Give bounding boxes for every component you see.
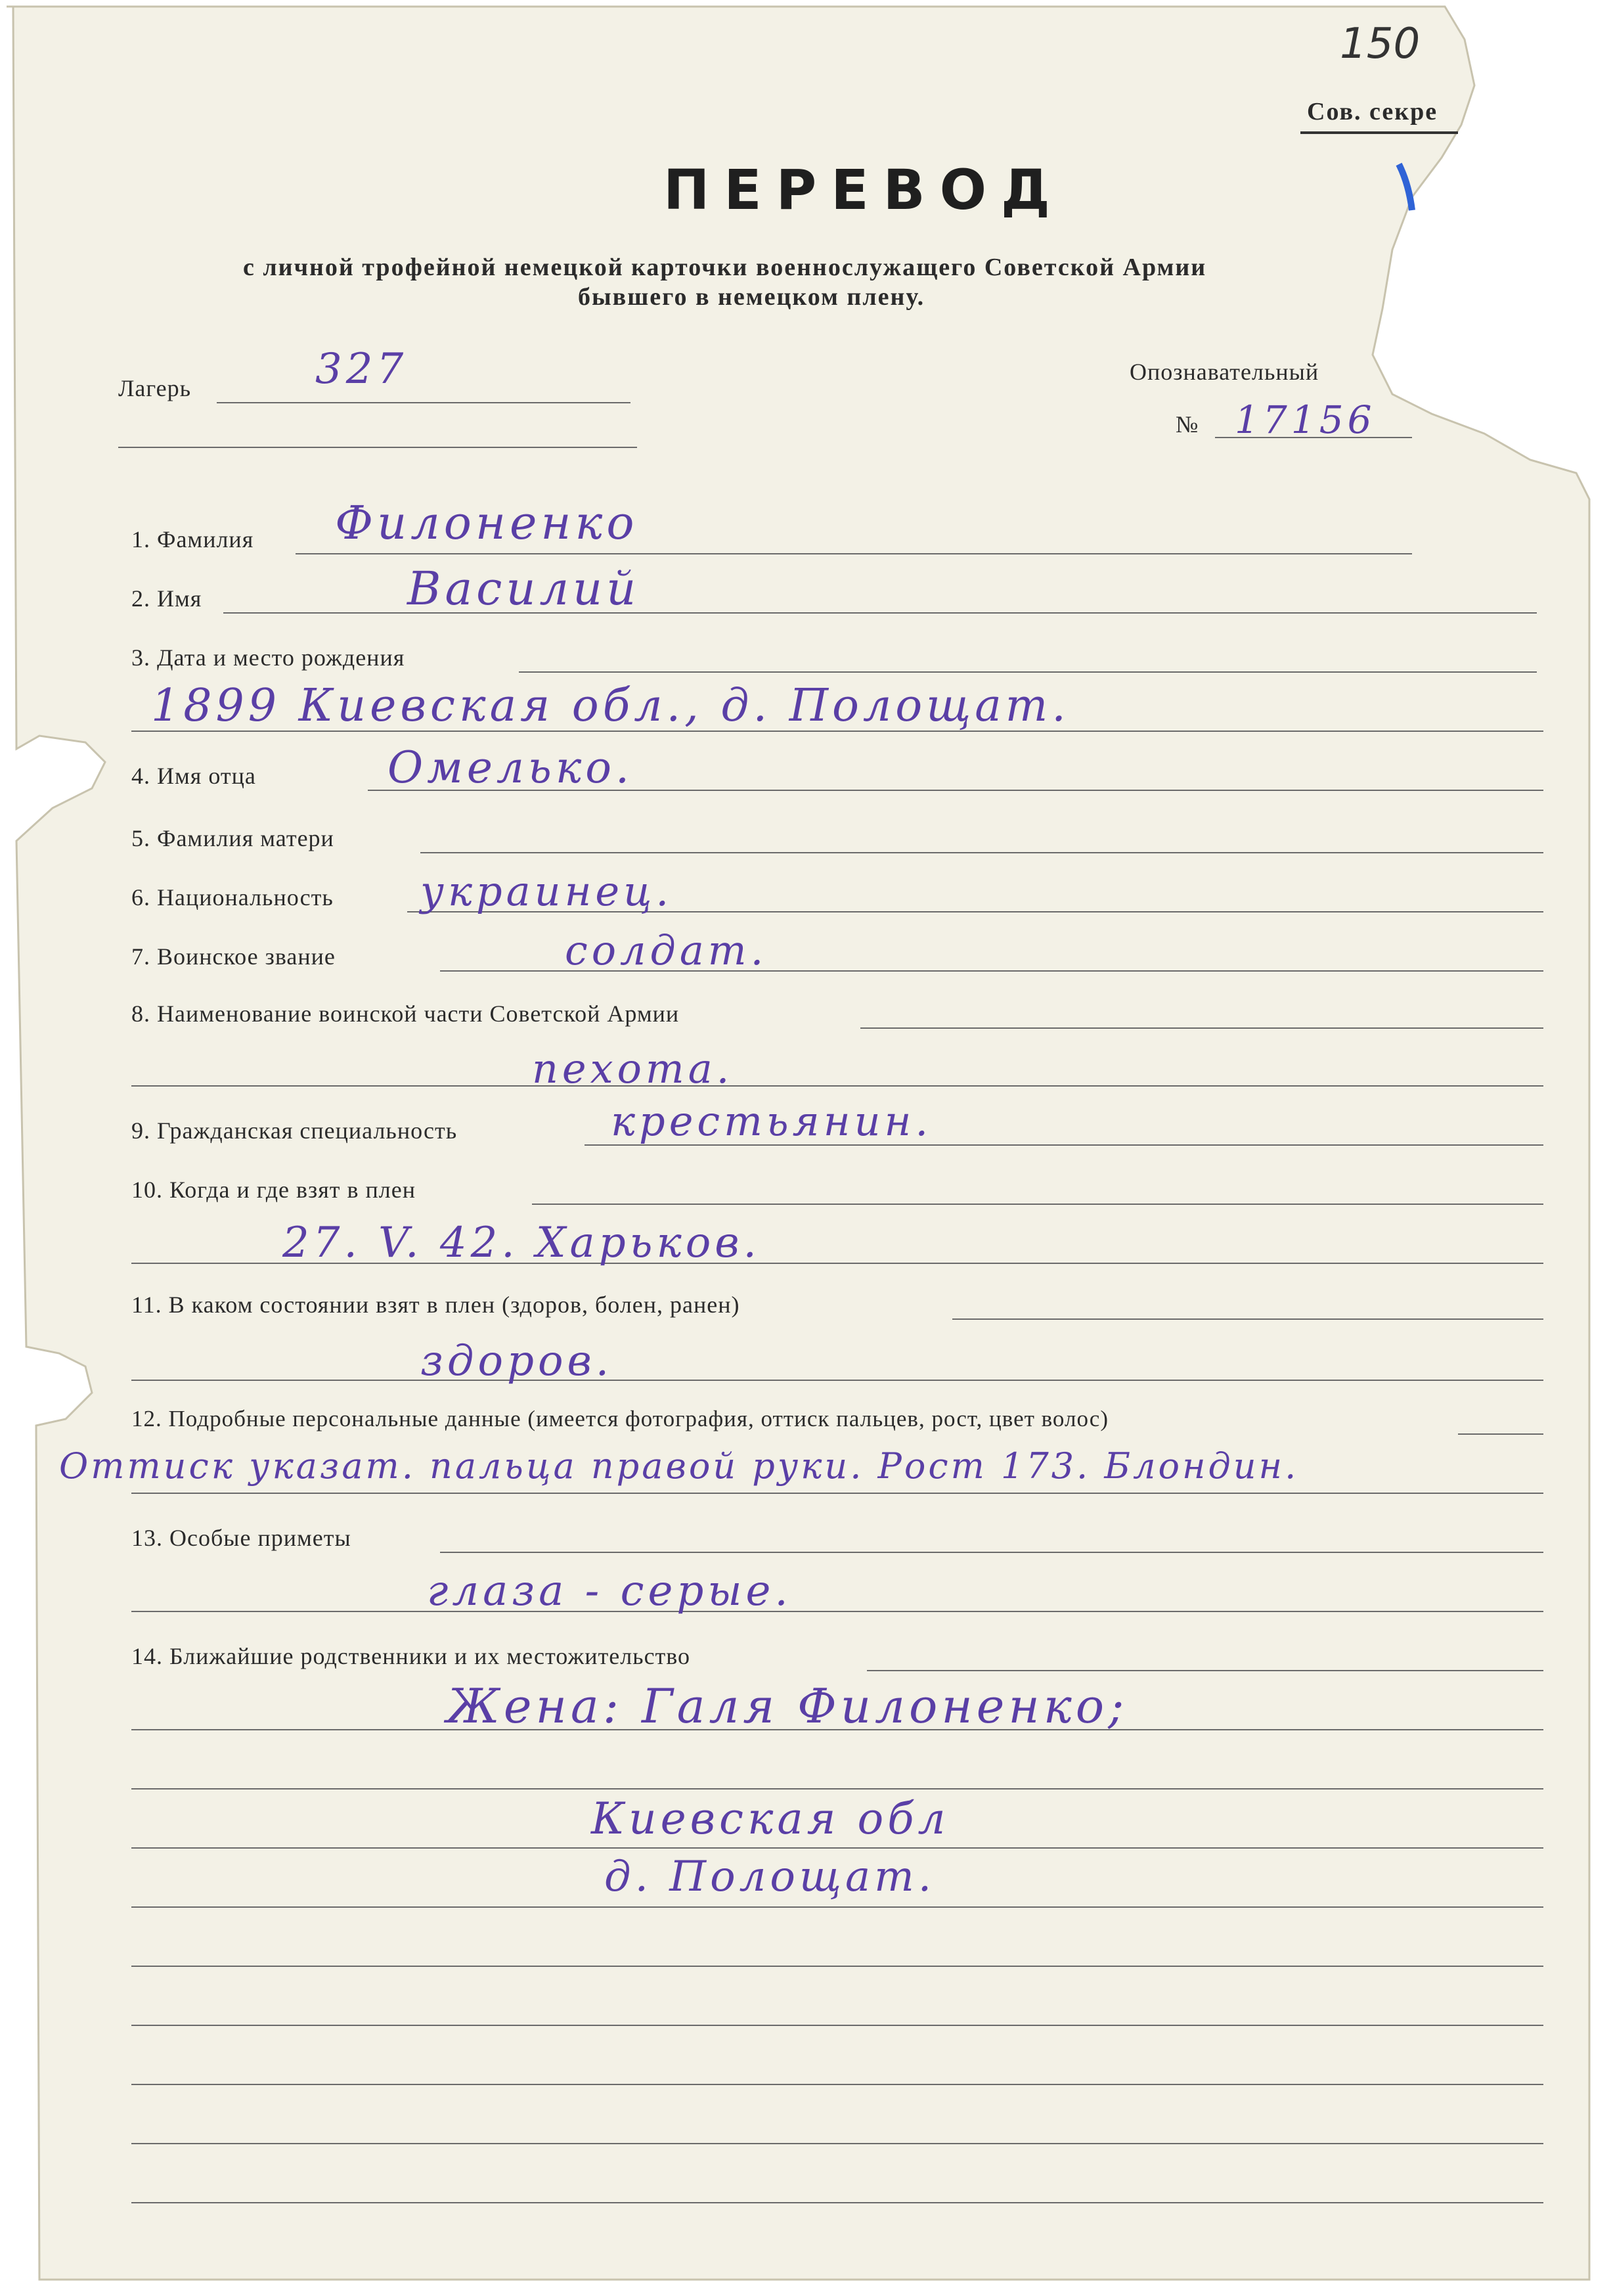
field-14-line-3: [131, 1788, 1543, 1790]
document-title: ПЕРЕВОД: [663, 158, 1065, 222]
field-12-line: [1458, 1433, 1543, 1435]
relatives-address-line-2: д. Полощат.: [604, 1853, 936, 1901]
field-12-line-2: [131, 1493, 1543, 1494]
field-13-label: 13. Особые приметы: [131, 1525, 351, 1551]
field-14-line-10: [131, 2202, 1543, 2203]
archive-number: 150: [1340, 20, 1421, 68]
field-1-value: Филоненко: [335, 496, 638, 550]
field-10-label: 10. Когда и где взят в плен: [131, 1177, 416, 1203]
field-14-line-4: [131, 1847, 1543, 1849]
field-14-line: [867, 1670, 1543, 1671]
field-5-line: [420, 852, 1543, 853]
subtitle-line-1: с личной трофейной немецкой карточки военнослужащего Советской Армии: [243, 254, 1207, 281]
secrecy-underline: [1300, 131, 1458, 134]
field-14-line-7: [131, 2025, 1543, 2026]
field-8-line-2: [131, 1085, 1543, 1087]
field-9-label: 9. Гражданская специальность: [131, 1117, 458, 1144]
field-14-line-6: [131, 1966, 1543, 1967]
field-14-line-8: [131, 2084, 1543, 2085]
field-11-label: 11. В каком состоянии взят в плен (здоров, болен, ранен): [131, 1292, 740, 1318]
field-14-line-9: [131, 2143, 1543, 2144]
field-2-label: 2. Имя: [131, 585, 202, 612]
field-1-label: 1. Фамилия: [131, 526, 254, 552]
camp-label: Лагерь: [118, 375, 192, 401]
field-11-line-2: [131, 1380, 1543, 1381]
field-5-label: 5. Фамилия матери: [131, 825, 334, 851]
camp-value: 327: [315, 345, 408, 394]
field-7-label: 7. Воинское звание: [131, 943, 336, 970]
field-13-line-2: [131, 1611, 1543, 1612]
field-11-value: здоров.: [420, 1337, 613, 1385]
field-11-line: [952, 1318, 1543, 1320]
field-14-line-2: [131, 1729, 1543, 1730]
field-9-value: крестьянин.: [611, 1097, 933, 1145]
id-label: Опознавательный: [1130, 359, 1319, 385]
field-3-line: [519, 671, 1537, 673]
field-8-line: [860, 1027, 1543, 1029]
relatives-address-line-1: Киевская обл: [591, 1793, 950, 1844]
id-prefix: №: [1176, 411, 1199, 438]
field-14-value: Жена: Галя Филоненко;: [447, 1678, 1128, 1734]
field-10-value: 27. V. 42. Харьков.: [282, 1219, 761, 1267]
field-14-label: 14. Ближайшие родственники и их местожительство: [131, 1643, 691, 1669]
field-7-value: солдат.: [565, 926, 768, 974]
field-1-line: [296, 553, 1412, 554]
field-12-label: 12. Подробные персональные данные (имеется фотография, оттиск пальцев, рост, цвет волос): [131, 1406, 1109, 1431]
field-8-value: пехота.: [532, 1045, 734, 1092]
field-4-value: Омелько.: [387, 742, 633, 793]
field-13-line: [440, 1552, 1543, 1553]
id-value: 17156: [1235, 397, 1376, 442]
field-2-value: Василий: [407, 562, 640, 616]
field-8-label: 8. Наименование воинской части Советской Армии: [131, 1001, 680, 1027]
field-14-line-5: [131, 1906, 1543, 1908]
subtitle-line-2: бывшего в немецком плену.: [578, 283, 925, 311]
field-6-label: 6. Национальность: [131, 884, 334, 911]
field-4-label: 4. Имя отца: [131, 763, 256, 789]
camp-line-2: [118, 447, 637, 448]
field-10-line: [532, 1204, 1543, 1205]
field-12-value: Оттиск указат. пальца правой руки. Рост 173. Блондин.: [59, 1445, 1299, 1487]
field-6-value: украинец.: [420, 867, 673, 915]
field-3-value: 1899 Киевская обл., д. Полощат.: [151, 680, 1070, 732]
secrecy-marking: Сов. секре: [1307, 98, 1438, 125]
camp-line: [217, 402, 630, 403]
field-13-value: глаза - серые.: [427, 1567, 792, 1615]
field-3-label: 3. Дата и место рождения: [131, 644, 405, 671]
